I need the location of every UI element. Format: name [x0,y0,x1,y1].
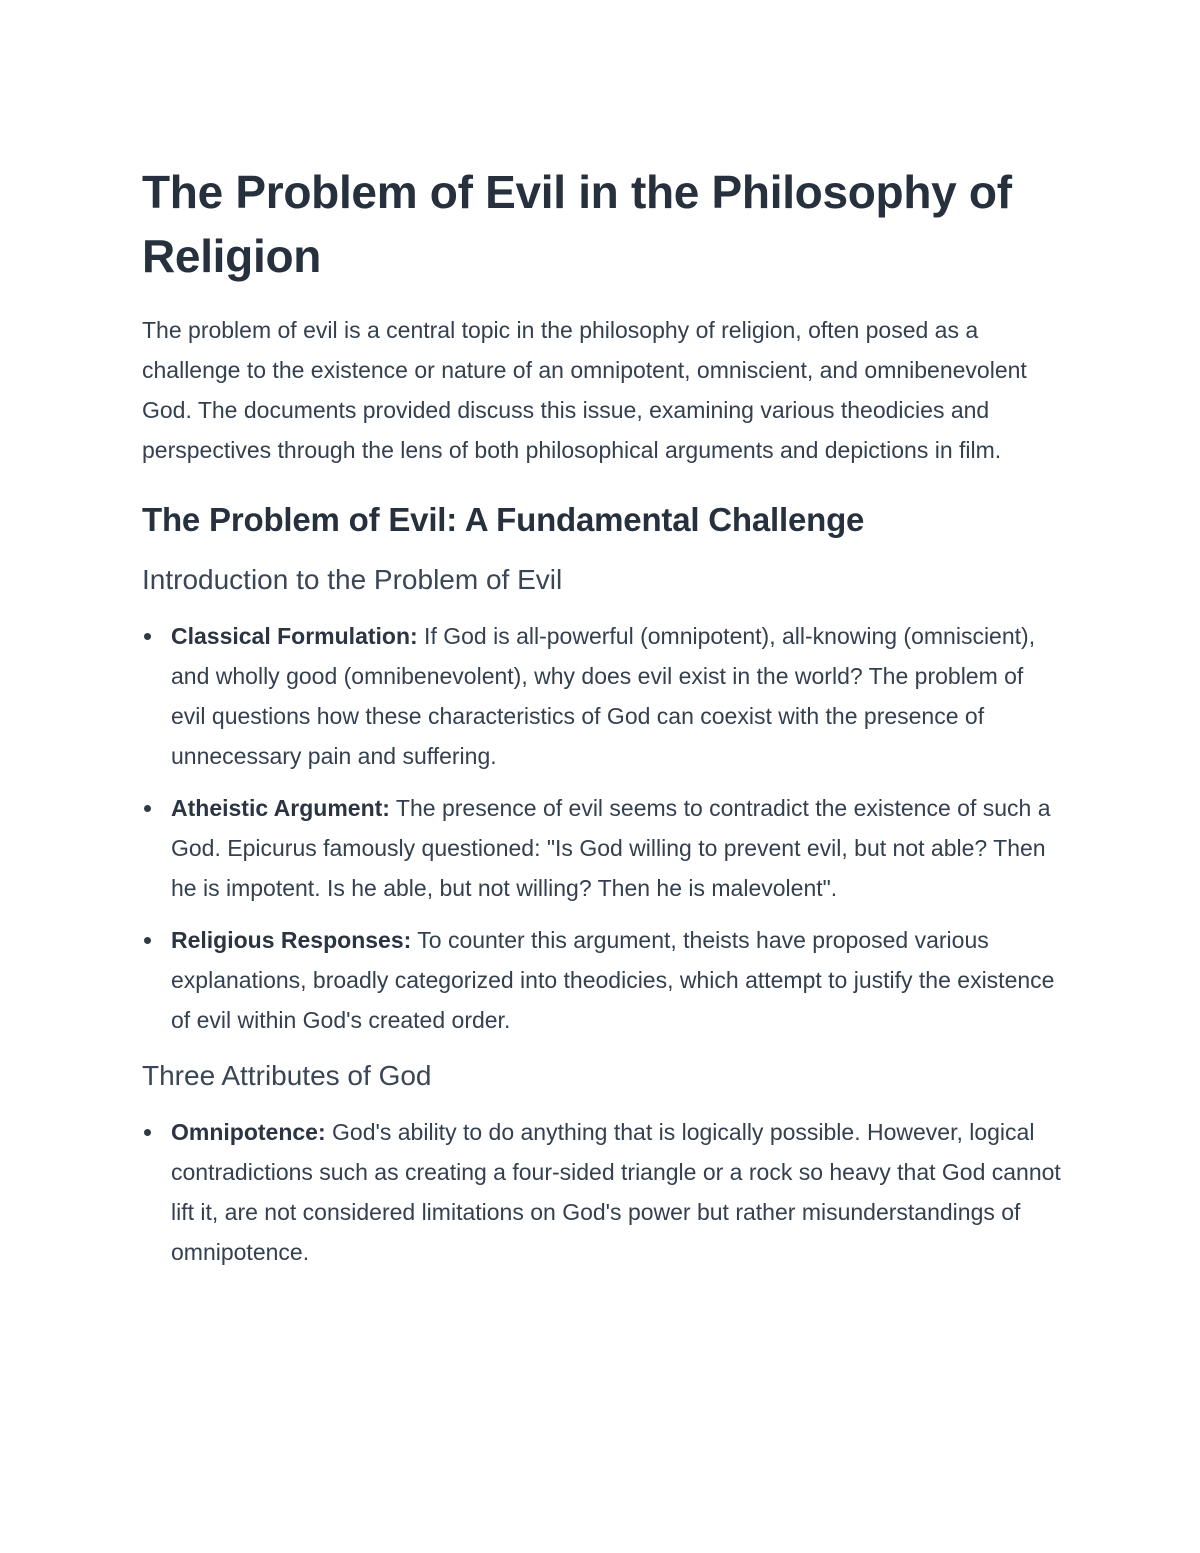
list-item-term: Omnipotence: [171,1119,326,1145]
intro-paragraph: The problem of evil is a central topic in the philosophy of religion, often posed as a challenge to the existence or nature of an omnipotent, omniscient, and omnibenevolent God. The documents provided discuss this issue, examining various theodicies and perspectives through the lens of both philosophical arguments and depictions in film. [142,317,1027,463]
list-item-text: To counter this argument, theists have proposed various explanations, broadly categorized into theodicies, which attempt to justify the existence of evil within God's created order. [171,927,1055,1033]
bullet-icon [144,937,151,944]
bullet-list-introduction [142,616,1062,1040]
subsection-heading-introduction: Introduction to the Problem of Evil [142,564,563,595]
bullet-icon [144,1129,151,1136]
list-item-term: Religious Responses: [171,927,412,953]
bullet-icon [144,633,151,640]
list-item-term: Atheistic Argument: [171,795,390,821]
document-page [142,160,1062,1272]
section-heading: The Problem of Evil: A Fundamental Challenge [142,501,865,538]
bullet-icon [144,805,151,812]
list-item [142,1112,1062,1272]
list-item [142,920,1062,1040]
list-item-text: God's ability to do anything that is logically possible. However, logical contradictions such as creating a four-sided triangle or a rock so heavy that God cannot lift it, are not considered limitations on God's power but rather misunderstandings of omnipotence. [171,1119,1061,1265]
page-title: The Problem of Evil in the Philosophy of Religion [142,166,1012,282]
subsection-heading-attributes: Three Attributes of God [142,1060,432,1091]
list-item-text: If God is all-powerful (omnipotent), all-knowing (omniscient), and wholly good (omnibenevolent), why does evil exist in the world? The problem of evil questions how these characteristics of God can coexist with the presence of unnecessary pain and suffering. [171,623,1036,769]
list-item-text: The presence of evil seems to contradict the existence of such a God. Epicurus famously questioned: "Is God willing to prevent evil, but not able? Then he is impotent. Is he able, but not willing? Then he is malevolent". [171,795,1051,901]
list-item [142,788,1062,908]
list-item-term: Classical Formulation: [171,623,418,649]
list-item [142,616,1062,776]
bullet-list-attributes [142,1112,1062,1272]
